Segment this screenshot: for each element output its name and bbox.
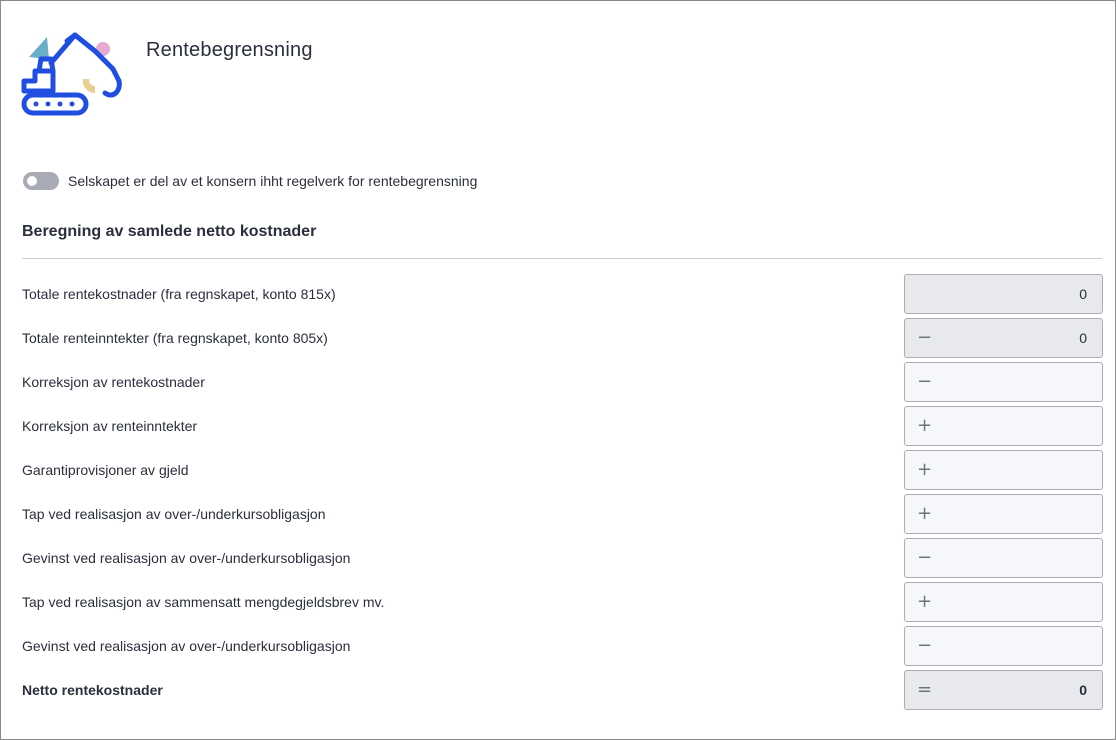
row-totale-renteinntekter [1, 318, 1116, 358]
page-title: Rentebegrensning [146, 39, 313, 61]
minus-sign: − [917, 327, 933, 348]
amount-input[interactable] [904, 450, 1103, 490]
row-label: Totale rentekostnader (fra regnskapet, konto 815x) [22, 286, 336, 302]
row-label: Totale renteinntekter (fra regnskapet, konto 805x) [22, 330, 328, 346]
row-korreksjon-renteinntekter [1, 406, 1116, 446]
minus-sign: − [917, 547, 933, 568]
row-label: Tap ved realisasjon av sammensatt mengdegjeldsbrev mv. [22, 594, 385, 610]
section-title: Beregning av samlede netto kostnader [22, 223, 317, 240]
minus-sign: − [917, 635, 933, 656]
row-label: Korreksjon av rentekostnader [22, 374, 205, 390]
amount-input[interactable] [904, 406, 1103, 446]
excavator-icon [21, 31, 125, 119]
row-label: Korreksjon av renteinntekter [22, 418, 198, 434]
plus-sign: + [917, 591, 933, 612]
row-garantiprovisjoner [1, 450, 1116, 490]
plus-sign: + [917, 459, 933, 480]
row-totale-rentekostnader [1, 274, 1116, 314]
amount-input[interactable] [904, 362, 1103, 402]
amount-input[interactable] [904, 538, 1103, 578]
row-label: Garantiprovisjoner av gjeld [22, 462, 189, 478]
amount-input[interactable] [904, 582, 1103, 622]
amount-input[interactable] [904, 494, 1103, 534]
row-gevinst-kursobligasjon [1, 538, 1116, 578]
field-value: 0 [1079, 286, 1087, 302]
row-netto-rentekostnader [1, 670, 1116, 710]
total-field-readonly [904, 670, 1103, 710]
plus-sign: + [917, 415, 933, 436]
section-divider [22, 258, 1102, 259]
row-label: Gevinst ved realisasjon av over-/underkursobligasjon [22, 638, 351, 654]
konsern-toggle-label: Selskapet er del av et konsern ihht regelverk for rentebegrensning [68, 173, 478, 189]
amount-field-readonly [904, 318, 1103, 358]
amount-field-readonly [904, 274, 1103, 314]
minus-sign: − [917, 371, 933, 392]
equals-sign: = [917, 679, 933, 700]
row-label: Gevinst ved realisasjon av over-/underkursobligasjon [22, 550, 351, 566]
row-tap-kursobligasjon [1, 494, 1116, 534]
amount-input[interactable] [904, 626, 1103, 666]
konsern-toggle[interactable] [23, 172, 59, 190]
row-label: Tap ved realisasjon av over-/underkursobligasjon [22, 506, 326, 522]
toggle-knob [27, 176, 37, 186]
row-label-total: Netto rentekostnader [22, 682, 163, 698]
total-value: 0 [1079, 682, 1087, 698]
row-tap-mengdegjeldsbrev [1, 582, 1116, 622]
field-value: 0 [1079, 330, 1087, 346]
plus-sign: + [917, 503, 933, 524]
row-korreksjon-rentekostnader [1, 362, 1116, 402]
row-gevinst-kursobligasjon-2 [1, 626, 1116, 666]
